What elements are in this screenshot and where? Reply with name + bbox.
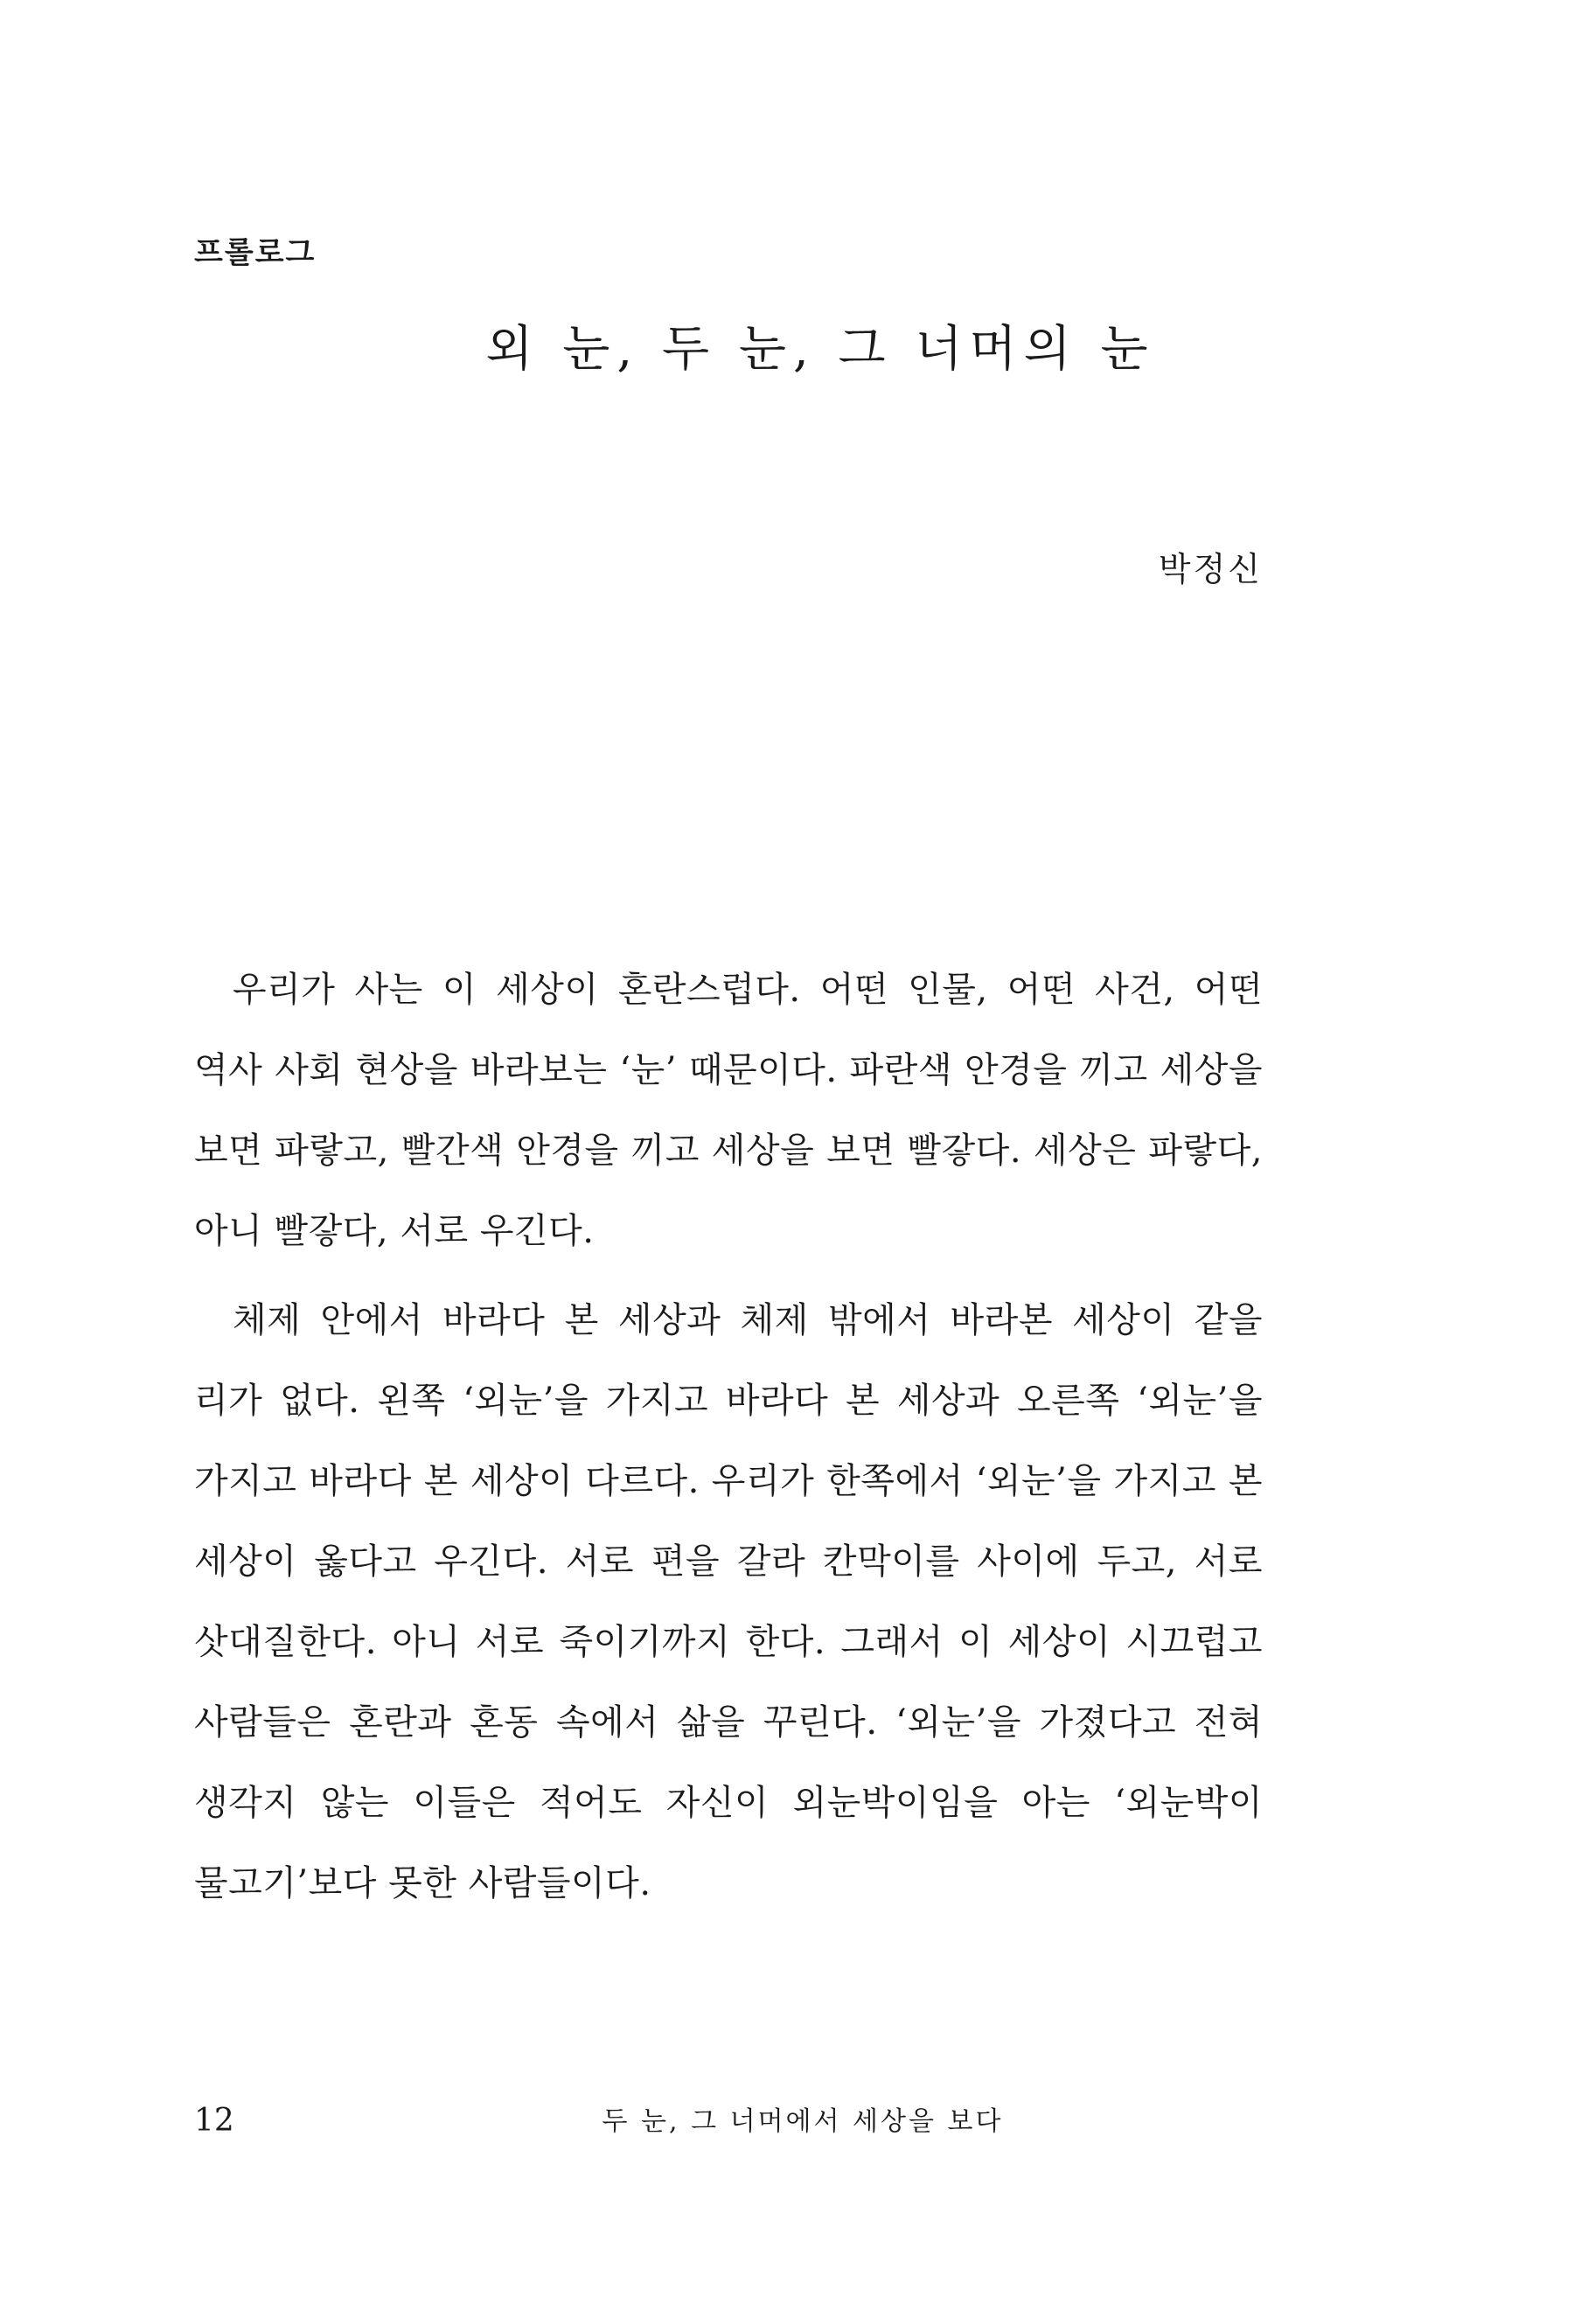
page-title: 외 눈, 두 눈, 그 너머의 눈 [485,321,1155,378]
section-label: 프롤로그 [194,235,317,270]
author-name: 박정신 [1158,550,1263,588]
body-text [194,950,1263,1932]
paragraph-2: 체제 안에서 바라다 본 세상과 체제 밖에서 바라본 세상이 같을 리가 없다. 왼쪽 ‘외눈’을 가지고 바라다 본 세상과 오른쪽 ‘외눈’을 가지고 바라다 본 세상이 다르다. 우리가 한쪽에서 ‘외눈’을 가지고 본 세상이 옳다고 우긴다. 서로 편을 갈라 칸막이를 사이에 두고, 서로 삿대질한다. 아니 서로 죽이기까지 한다. 그래서 이 세상이 시끄럽고 사람들은 혼란과 혼동 속에서 삶을 꾸린다. ‘외눈’을 가졌다고 전혀 생각지 않는 이들은 적어도 자신이 외눈박이임을 아는 ‘외눈박이 물고기’보다 못한 사람들이다. [194,1300,1263,1903]
paragraph-1: 우리가 사는 이 세상이 혼란스럽다. 어떤 인물, 어떤 사건, 어떤 역사 사회 현상을 바라보는 ‘눈’ 때문이다. 파란색 안경을 끼고 세상을 보면 파랗고, 빨간색 안경을 끼고 세상을 보면 빨갛다. 세상은 파랗다, 아니 빨갛다, 서로 우긴다. [194,970,1263,1251]
page-number: 12 [194,2103,234,2139]
running-footer-title: 두 눈, 그 너머에서 세상을 보다 [602,2106,1004,2137]
